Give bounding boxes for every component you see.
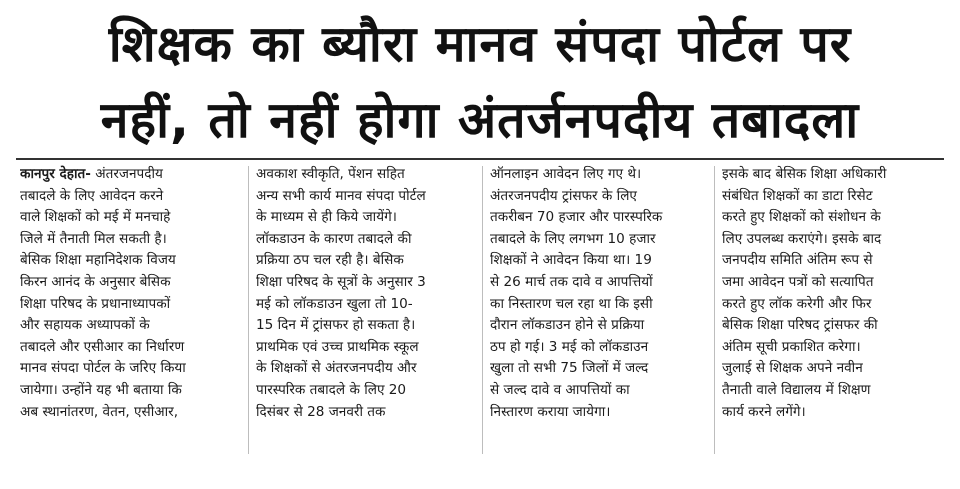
headline-line-2: नहीं, तो नहीं होगा अंतर्जनपदीय तबादला bbox=[100, 91, 860, 149]
article-line: के माध्यम से ही किये जायेंगे। bbox=[256, 209, 397, 226]
article-column-1 bbox=[20, 164, 242, 464]
article-line: के शिक्षकों से अंतरजनपदीय और bbox=[256, 360, 417, 377]
article-line: करते हुए लॉक करेगी और फिर bbox=[722, 295, 872, 312]
article-line: तबादले के लिए लगभग 10 हजार bbox=[490, 230, 656, 247]
article-column-2 bbox=[256, 164, 478, 464]
article-line-text: अंतरजनपदीय bbox=[90, 166, 163, 182]
article-line: जुलाई से शिक्षक अपने नवीन bbox=[722, 360, 863, 377]
article-line: अंतरजनपदीय ट्रांसफर के लिए bbox=[490, 187, 637, 204]
article-line: लॉकडाउन के कारण तबादले की bbox=[256, 230, 412, 247]
article-line: कार्य करने लगेंगे। bbox=[722, 403, 806, 420]
article-line: दिसंबर से 28 जनवरी तक bbox=[256, 403, 386, 420]
column-divider bbox=[248, 166, 249, 454]
article-column-3 bbox=[490, 164, 712, 464]
article-line: खुला तो सभी 75 जिलों में जल्द bbox=[490, 360, 649, 377]
article-line: तैनाती वाले विद्यालय में शिक्षण bbox=[722, 381, 871, 398]
article-line: प्राथमिक एवं उच्च प्राथमिक स्कूल bbox=[256, 338, 419, 355]
article-line: जमा आवेदन पत्रों को सत्यापित bbox=[722, 273, 874, 290]
article-line: लिए उपलब्ध कराएंगे। इसके बाद bbox=[722, 230, 882, 247]
article-line: बेसिक शिक्षा महानिदेशक विजय bbox=[20, 252, 176, 269]
article-line: बेसिक शिक्षा परिषद ट्रांसफर की bbox=[722, 317, 878, 334]
article-line: निस्तारण कराया जायेगा। bbox=[490, 403, 611, 420]
article-line: दौरान लॉकडाउन होने से प्रक्रिया bbox=[490, 317, 645, 334]
headline-line-1: शिक्षक का ब्यौरा मानव संपदा पोर्टल पर bbox=[108, 15, 852, 73]
article-line: से जल्द दावे व आपत्तियों का bbox=[490, 381, 630, 398]
article-line: जायेगा। उन्होंने यह भी बताया कि bbox=[20, 381, 182, 398]
article-line: अन्य सभी कार्य मानव संपदा पोर्टल bbox=[256, 187, 426, 204]
article-line: अंतिम सूची प्रकाशित करेगा। bbox=[722, 338, 861, 355]
article-line bbox=[20, 164, 242, 186]
article-line: अब स्थानांतरण, वेतन, एसीआर, bbox=[20, 403, 179, 420]
article-line: किरन आनंद के अनुसार बेसिक bbox=[20, 273, 171, 290]
article-line: का निस्तारण चल रहा था कि इसी bbox=[490, 295, 653, 312]
article-line: शिक्षा परिषद के प्रधानाध्यापकों bbox=[20, 295, 171, 312]
article-line: 15 दिन में ट्रांसफर हो सकता है। bbox=[256, 317, 416, 334]
column-divider bbox=[482, 166, 483, 454]
article-line: प्रक्रिया ठप चल रही है। बेसिक bbox=[256, 252, 404, 269]
headline-rule bbox=[16, 158, 944, 160]
article-line: से 26 मार्च तक दावे व आपत्तियों bbox=[490, 273, 653, 290]
article-line: तकरीबन 70 हजार और पारस्परिक bbox=[490, 209, 663, 226]
dateline: कानपुर देहात- bbox=[20, 166, 91, 182]
article-line: इसके बाद बेसिक शिक्षा अधिकारी bbox=[722, 166, 887, 182]
article-line: वाले शिक्षकों को मई में मनचाहे bbox=[20, 209, 171, 226]
article-line: शिक्षा परिषद के सूत्रों के अनुसार 3 bbox=[256, 273, 426, 290]
article-column-4 bbox=[722, 164, 944, 464]
article-line: संबंधित शिक्षकों का डाटा रिसेट bbox=[722, 187, 873, 204]
article-line: अवकाश स्वीकृति, पेंशन सहित bbox=[256, 166, 405, 182]
article-line: शिक्षकों ने आवेदन किया था। 19 bbox=[490, 252, 652, 269]
article-line: तबादले और एसीआर का निर्धारण bbox=[20, 338, 185, 355]
article-line: जिले में तैनाती मिल सकती है। bbox=[20, 230, 167, 247]
article-line: मानव संपदा पोर्टल के जरिए किया bbox=[20, 360, 186, 377]
article-line: मई को लॉकडाउन खुला तो 10- bbox=[256, 295, 413, 312]
article-line: ठप हो गई। 3 मई को लॉकडाउन bbox=[490, 338, 649, 355]
article-line: तबादले के लिए आवेदन करने bbox=[20, 187, 164, 204]
article-line: जनपदीय समिति अंतिम रूप से bbox=[722, 252, 873, 269]
article-line: ऑनलाइन आवेदन लिए गए थे। bbox=[490, 166, 642, 182]
column-divider bbox=[714, 166, 715, 454]
article-line: और सहायक अध्यापकों के bbox=[20, 317, 150, 334]
article-line: करते हुए शिक्षकों को संशोधन के bbox=[722, 209, 881, 226]
article-line: पारस्परिक तबादले के लिए 20 bbox=[256, 381, 407, 398]
